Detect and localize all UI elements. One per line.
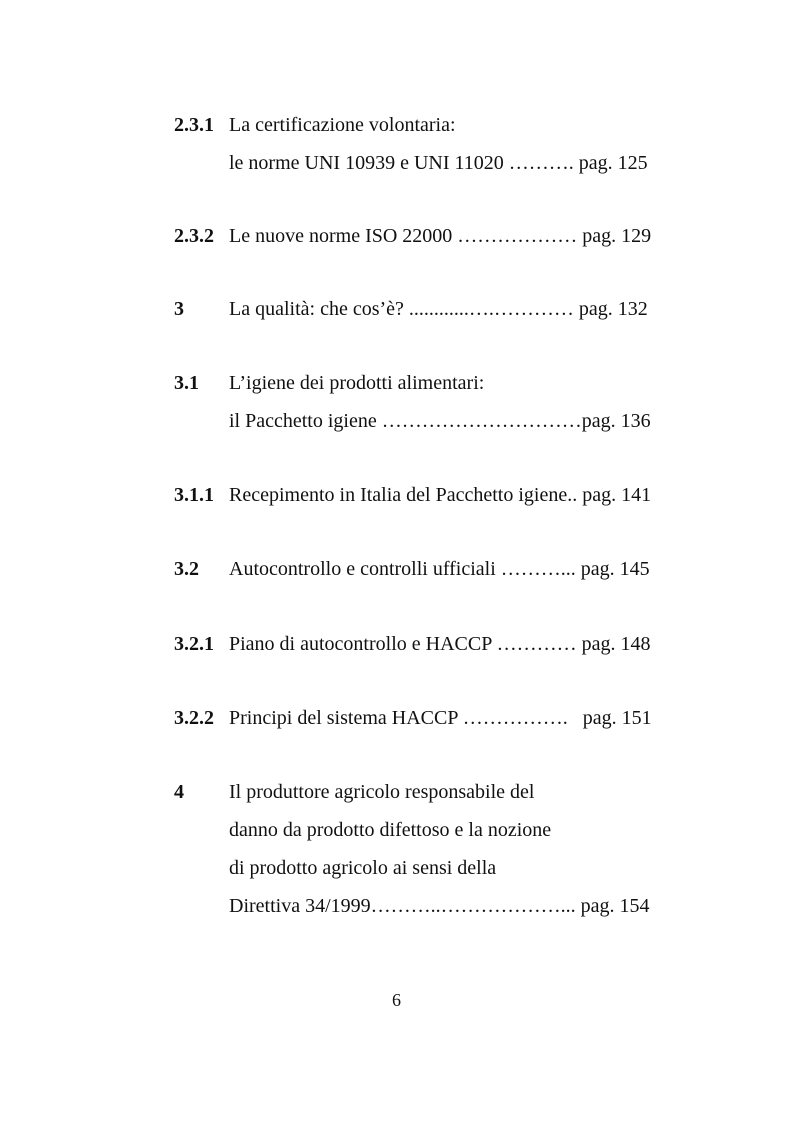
section-title xyxy=(229,699,699,737)
title-line: La qualità: che cos’è? ............….………… pag. 132 xyxy=(229,298,648,320)
section-title xyxy=(229,290,699,328)
section-title xyxy=(229,106,699,182)
section-title xyxy=(229,550,699,588)
title-line: La certificazione volontaria: xyxy=(229,114,456,136)
title-line: Recepimento in Italia del Pacchetto igiene.. pag. 141 xyxy=(229,484,652,506)
section-title xyxy=(229,476,699,514)
section-title xyxy=(229,217,699,255)
section-number: 2.3.2 xyxy=(174,225,214,247)
title-line: Autocontrollo e controlli ufficiali ………... pag. 145 xyxy=(229,558,650,580)
title-line: le norme UNI 10939 e UNI 11020 ………. pag. 125 xyxy=(229,152,648,174)
section-number: 3.2 xyxy=(174,558,199,580)
title-line: Piano di autocontrollo e HACCP ………… pag. 148 xyxy=(229,633,651,655)
title-line: L’igiene dei prodotti alimentari: xyxy=(229,372,485,394)
section-number: 3.2.1 xyxy=(174,633,214,655)
section-number: 2.3.1 xyxy=(174,114,214,136)
title-line: Direttiva 34/1999………..………………... pag. 154 xyxy=(229,895,650,917)
title-line: Le nuove norme ISO 22000 ……………… pag. 129 xyxy=(229,225,652,247)
section-title xyxy=(229,364,699,440)
page-number: 6 xyxy=(392,990,401,1010)
section-number: 4 xyxy=(174,781,184,803)
title-line: Principi del sistema HACCP ……………. pag. 151 xyxy=(229,707,652,729)
title-line: il Pacchetto igiene …………………………pag. 136 xyxy=(229,410,651,432)
title-line: danno da prodotto difettoso e la nozione xyxy=(229,819,552,841)
section-number: 3.1 xyxy=(174,372,199,394)
section-number: 3.2.2 xyxy=(174,707,214,729)
section-number: 3 xyxy=(174,298,184,320)
section-title xyxy=(229,773,699,925)
title-line: di prodotto agricolo ai sensi della xyxy=(229,857,497,879)
title-line: Il produttore agricolo responsabile del xyxy=(229,781,535,803)
section-title xyxy=(229,625,699,663)
section-number: 3.1.1 xyxy=(174,484,214,506)
